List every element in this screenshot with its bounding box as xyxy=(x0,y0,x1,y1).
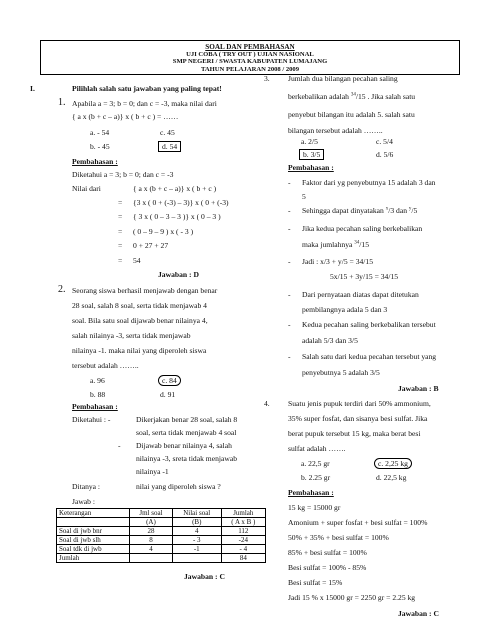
bullet-icon: - xyxy=(288,352,291,361)
table-cell: Soal tdk di jwb xyxy=(57,545,130,554)
q2-line-4: salah nilainya -3, serta tidak menjawab xyxy=(72,331,191,340)
table-subheader: (A) xyxy=(130,518,173,527)
table-cell xyxy=(130,554,173,563)
q2-line-2: 28 soal, salah 8 soal, serta tidak menjawab 4 xyxy=(72,301,207,310)
table-header: Nilai soal xyxy=(172,509,221,518)
q2-line-6: tersebut adalah …….. xyxy=(72,361,139,370)
q4-work-2: Amonium + super fosfat + besi sulfat = 100% xyxy=(288,518,428,527)
q2-number: 2. xyxy=(58,284,66,295)
q2-ditanya: nilai yang diperoleh siswa ? xyxy=(136,482,221,491)
q1-step-5: 0 + 27 + 27 xyxy=(133,241,169,250)
q2-option-a: a. 96 xyxy=(90,376,105,385)
q4-pembahasan-label: Pembahasan : xyxy=(288,488,334,497)
score-table xyxy=(56,508,266,563)
q1-step-3: { 3 x ( 0 – 3 – 3 )} x ( 0 – 3 ) xyxy=(133,212,221,221)
q1-answer: Jawaban : D xyxy=(158,270,199,279)
table-subheader xyxy=(57,518,130,527)
q3-option-c: c. 5/4 xyxy=(376,137,393,146)
header-line-4: TAHUN PELAJARAN 2008 / 2009 xyxy=(200,66,300,73)
header-line-3: SMP NEGERI / SWASTA KABUPATEN LUMAJANG xyxy=(172,58,328,65)
table-cell: -1 xyxy=(172,545,221,554)
table-cell: 28 xyxy=(130,527,173,536)
table-cell: Jumlah xyxy=(57,554,130,563)
q4-line-1: Suatu jenis pupuk terdiri dari 50% ammonium, xyxy=(288,399,431,408)
q3-step-1: Faktor dari yg penyebutnya 15 adalah 3 dan xyxy=(302,178,436,187)
q3-answer: Jawaban : B xyxy=(398,384,439,393)
table-cell: 4 xyxy=(130,545,173,554)
bullet-icon: - xyxy=(288,257,291,266)
q1-number: 1. xyxy=(58,97,66,108)
q3-step-4c: 5x/15 + 3y/15 = 34/15 xyxy=(330,272,399,281)
q2-dash: - xyxy=(118,441,121,450)
q2-answer: Jawaban : C xyxy=(184,572,225,581)
q3-option-a: a. 2/5 xyxy=(301,137,318,146)
q3-step-4: Jadi : x/3 + y/5 = 34/15 xyxy=(302,257,374,266)
q2-ditanya-label: Ditanya : xyxy=(72,482,101,491)
table-cell: 112 xyxy=(221,527,265,536)
table-subheader: ( A x B ) xyxy=(221,518,265,527)
q4-work-4: 85% + besi sulfat = 100% xyxy=(288,548,367,557)
q1-pembahasan-label: Pembahasan : xyxy=(72,157,118,166)
table-header: Jumlah xyxy=(221,509,265,518)
table-row-total xyxy=(57,554,266,563)
q1-step-4: ( 0 – 9 – 9 ) x ( - 3 ) xyxy=(133,227,194,236)
q1-option-c: c. 45 xyxy=(160,128,175,137)
bullet-icon: - xyxy=(288,178,291,187)
q2-diketahui-1: Dikerjakan benar 28 soal, salah 8 xyxy=(136,415,238,424)
table-cell: Soal di jwb slh xyxy=(57,536,130,545)
table-cell: 84 xyxy=(221,554,265,563)
table-row xyxy=(57,527,266,536)
q2-diketahui-2b: nilainya -3, sreta tidak menjawab xyxy=(136,454,238,463)
table-header: Keterangan xyxy=(57,509,130,518)
table-cell: -24 xyxy=(221,536,265,545)
q4-work-5: Besi sulfat = 100% - 85% xyxy=(288,563,367,572)
q3-step-6: Kedua pecahan saling berkebalikan tersebut xyxy=(302,320,436,329)
q4-work-6: Besi sulfat = 15% xyxy=(288,578,343,587)
q2-line-3: soal. Bila satu soal dijawab benar nilainya 4, xyxy=(72,316,208,325)
q3-step-1b: 5 xyxy=(302,192,306,201)
q4-work-3: 50% + 35% + besi sulfat = 100% xyxy=(288,533,389,542)
table-cell: - 4 xyxy=(221,545,265,554)
bullet-icon: - xyxy=(288,320,291,329)
q1-eq-6: = xyxy=(118,256,123,265)
q4-answer: Jawaban : C xyxy=(398,609,439,618)
table-subheader: (B) xyxy=(172,518,221,527)
q3-step-6b: adalah 5/3 dan 3/5 xyxy=(302,336,358,345)
table-cell xyxy=(172,554,221,563)
q4-option-b: b. 2.25 gr xyxy=(301,473,331,482)
q4-line-2: 35% super fosfat, dan sisanya besi sulfat. Jika xyxy=(288,414,428,423)
q4-option-a: a. 22,5 gr xyxy=(301,459,330,468)
q3-number: 3. xyxy=(264,74,270,83)
q1-nilai-label: Nilai dari xyxy=(72,184,101,193)
q1-option-b: b. - 45 xyxy=(90,142,110,151)
q4-line-4: sulfat adalah ……. xyxy=(288,444,346,453)
q2-pembahasan-label: Pembahasan : xyxy=(72,402,118,411)
q2-option-c-selected: c. 84 xyxy=(158,375,181,386)
table-row xyxy=(57,536,266,545)
q3-option-b-selected: b. 3/5 xyxy=(299,149,324,160)
q1-step-6: 54 xyxy=(133,256,141,265)
q2-diketahui-1b: soal, serta tidak menjawab 4 soal xyxy=(136,428,237,437)
table-cell: 8 xyxy=(130,536,173,545)
q4-work-7: Jadi 15 % x 15000 gr = 2250 gr = 2.25 kg xyxy=(288,593,416,602)
bullet-icon: - xyxy=(288,224,291,233)
q3-line-3: penyebut bilangan itu adalah 5. salah satu xyxy=(288,110,415,119)
q3-step-2: Sehingga dapat dinyatakan $^x$/3 dan $^y$/5 xyxy=(302,206,418,215)
q3-step-7b: penyebutnya 5 adalah 3/5 xyxy=(302,368,380,377)
q3-line-4: bilangan tersebut adalah …….. xyxy=(288,126,383,135)
q3-line-1: Jumlah dua bilangan pecahan saling xyxy=(288,74,398,83)
header-box xyxy=(40,40,460,75)
q3-step-3b: maka jumlahnya $^{34}$/15 xyxy=(302,240,370,249)
section-title: Pilihlah salah satu jawaban yang paling tepat! xyxy=(72,84,222,93)
q2-diketahui-2c: nilainya -1 xyxy=(136,467,169,476)
table-cell: - 3 xyxy=(172,536,221,545)
q1-line-2: { a x (b + c – a)} x ( b + c ) = …… xyxy=(72,112,179,121)
table-header: Jml soal xyxy=(130,509,173,518)
document-title: SOAL DAN PEMBAHASAN xyxy=(205,43,295,51)
bullet-icon: - xyxy=(288,290,291,299)
bullet-icon: - xyxy=(288,206,291,215)
q3-option-d: d. 5/6 xyxy=(376,150,394,159)
section-number: I. xyxy=(30,84,35,93)
q1-option-a: a. - 54 xyxy=(90,128,110,137)
q2-diketahui-2: Dijawab benar nilainya 4, salah xyxy=(136,441,232,450)
q2-line-1: Seorang siswa berhasil menjawab dengan benar xyxy=(72,286,218,295)
q3-pembahasan-label: Pembahasan : xyxy=(288,163,334,172)
table-cell: Soal di jwb bnr xyxy=(57,527,130,536)
q4-work-1: 15 kg = 15000 gr xyxy=(288,503,341,512)
q3-step-7: Salah satu dari kedua pecahan tersebut yang xyxy=(302,352,437,361)
q1-eq-3: = xyxy=(118,212,123,221)
q4-option-c-selected: c. 2,25 kg xyxy=(374,458,412,469)
q1-step-2: {3 x ( 0 + (-3) – 3)} x ( 0 + (-3) xyxy=(133,198,229,207)
q4-option-d: d. 22,5 kg xyxy=(376,473,407,482)
q2-option-b: b. 88 xyxy=(90,390,106,399)
q3-step-5: Dari pernyataan diatas dapat ditetukan xyxy=(302,290,419,299)
header-line-2: UJI COBA ( TRY OUT ) UJIAN NASIONAL xyxy=(186,51,314,58)
q1-line-1: Apabila a = 3; b = 0; dan c = -3, maka nilai dari xyxy=(72,99,217,108)
q1-option-d-selected: d. 54 xyxy=(158,141,181,152)
table-header-row xyxy=(57,509,266,518)
q2-option-d: d. 91 xyxy=(160,390,176,399)
q2-line-5: nilainya -1. maka nilai yang diperoleh siswa xyxy=(72,346,207,355)
q4-line-3: berat pupuk tersebut 15 kg, maka berat besi xyxy=(288,429,421,438)
q4-number: 4. xyxy=(264,399,270,408)
q3-step-5b: pembilangnya adala 5 dan 3 xyxy=(302,305,388,314)
q1-eq-5: = xyxy=(118,241,123,250)
q3-line-2: berkebalikan adalah $^{34}$/15 . Jika salah satu xyxy=(288,92,416,101)
table-cell: 4 xyxy=(172,527,221,536)
q3-step-3: Jika kedua pecahan saling berkebalikan xyxy=(302,224,423,233)
table-row xyxy=(57,545,266,554)
q1-eq-4: = xyxy=(118,227,123,236)
table-subheader-row xyxy=(57,518,266,527)
q1-eq-2: = xyxy=(118,198,123,207)
q1-step-1: { a x (b + c – a)} x ( b + c ) xyxy=(133,184,217,193)
q2-diketahui-label: Diketahui : - xyxy=(72,415,111,424)
q2-jawab-label: Jawab : xyxy=(72,497,95,506)
q1-given: Diketahui a = 3; b = 0; dan c = -3 xyxy=(72,170,174,179)
